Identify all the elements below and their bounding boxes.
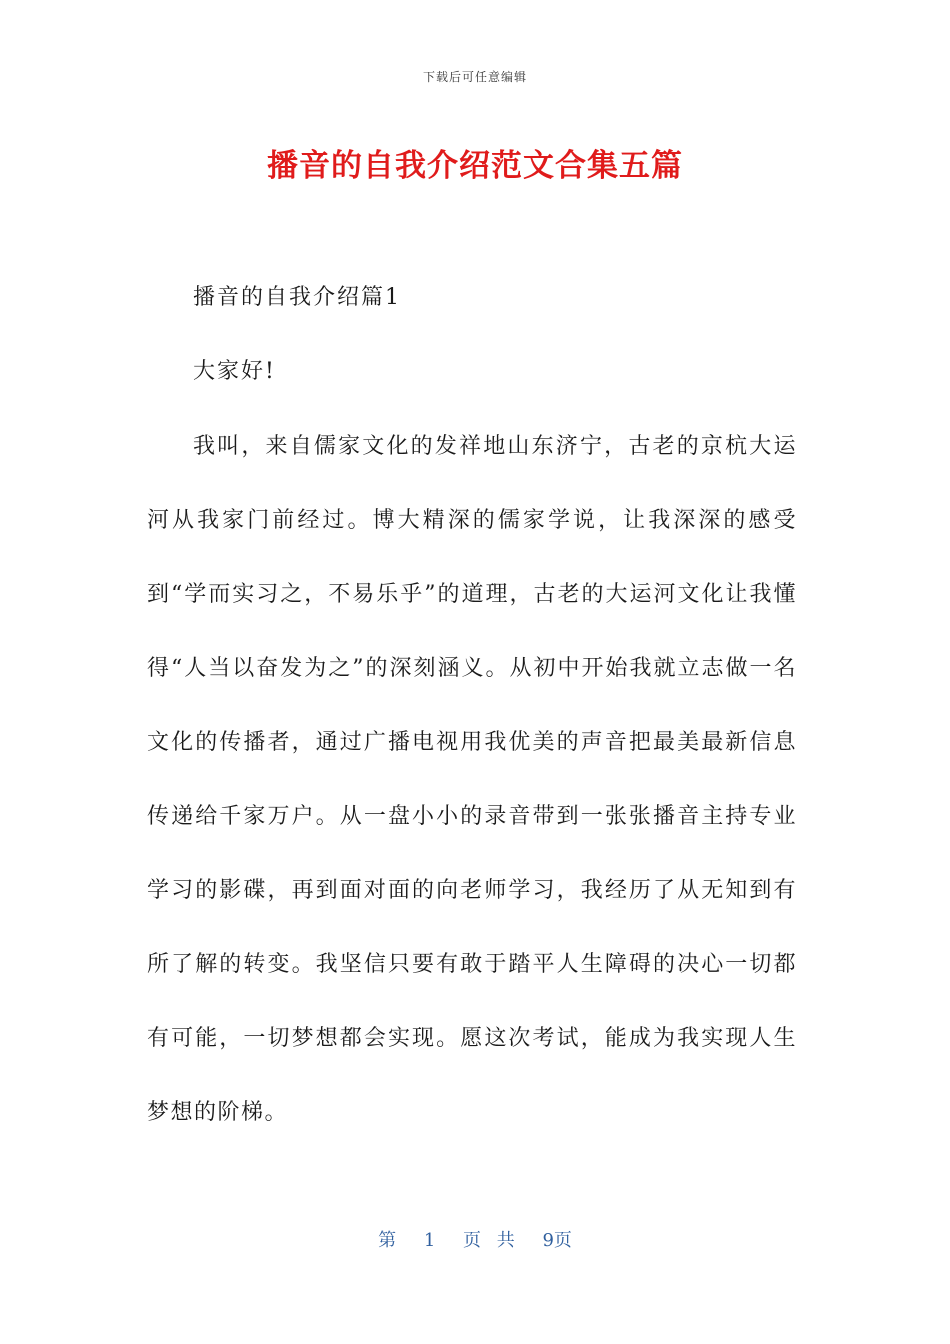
footer-middle: 页 共 — [463, 1230, 515, 1251]
greeting-text: 大家好! — [193, 359, 276, 384]
page-footer — [0, 1226, 950, 1252]
section-heading: 播音的自我介绍篇1 — [193, 285, 401, 310]
body-paragraph: 我叫，来自儒家文化的发祥地山东济宁，古老的京杭大运河从我家门前经过。博大精深的儒家学说，让我深深的感受到“学而实习之，不易乐乎”的道理，古老的大运河文化让我懂得“人当以奋发为之”的深刻涵义。从初中开始我就立志做一名文化的传播者，通过广播电视用我优美的声音把最美最新信息传递给千家万户。从一盘小小的录音带到一张张播音主持专业学习的影碟，再到面对面的向老师学习，我经历了从无知到有所了解的转变。我坚信只要有敢于踏平人生障碍的决心一切都有可能，一切梦想都会实现。愿这次考试，能成为我实现人生梦想的阶梯。 — [147, 434, 797, 1125]
footer-prefix: 第 — [378, 1230, 397, 1251]
header-note: 下载后可任意编辑 — [422, 70, 527, 84]
footer-current-page: 1 — [423, 1230, 436, 1251]
footer-total: 9页 — [542, 1230, 572, 1251]
document-title: 播音的自我介绍范文合集五篇 — [267, 148, 683, 184]
